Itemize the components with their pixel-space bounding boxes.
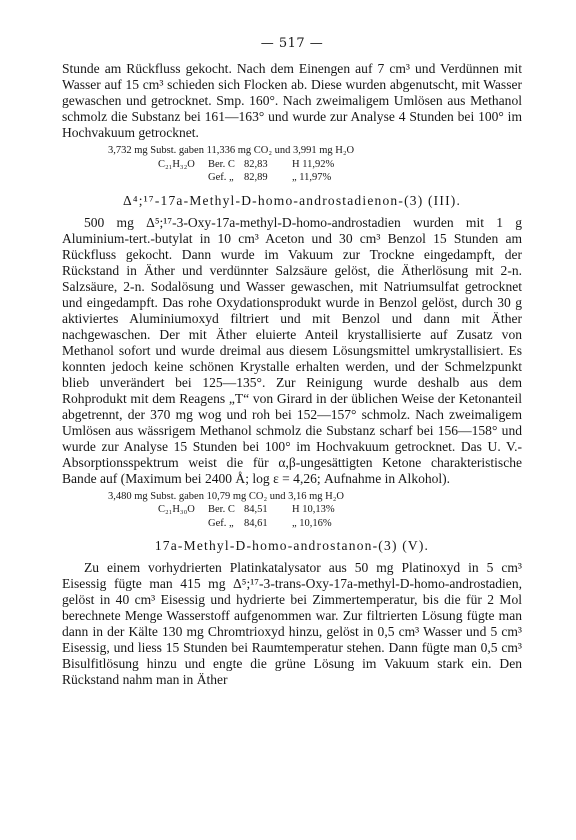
analysis-2-found-row <box>62 517 522 531</box>
analysis-2-formula: C₂₁H₃₀O <box>158 504 195 515</box>
analysis-2-line: 3,480 mg Subst. gaben 10,79 mg CO₂ und 3,16 mg H₂O <box>108 490 344 502</box>
paragraph-2: 500 mg Δ⁵;¹⁷-3-Oxy-17a-methyl-D-homo-androstadien wurden mit 1 g Aluminium-tert.-butylat in 10 cm³ Aceton und 30 cm³ Benzol 15 Stunden am Rückfluss gekocht. Dann wurde im Vakuum zur Trockne eingedampft, der Rückstand in Äther und verdünnter Salzsäure gelöst, die Ätherlösung mit 2-n. Salzsäure, 2-n. Sodalösung und Wasser gewaschen, mit Natriumsulfat getrocknet und eingedampft. Das rohe Oxydationsprodukt wurde in Benzol gelöst, durch 30 g aktiviertes Aluminiumoxyd filtriert und mit Benzol und dann mit Äther nachgewaschen. Der mit Äther eluierte Anteil krystallisierte auf Zusatz von Methanol sofort und wurde dreimal aus diesem Lösungsmittel umkrystallisiert. Es konnten jedoch keine schönen Krystalle erhalten werden, und der Schmelzpunkt blieb unverändert bei 125—135°. Zur Reinigung wurde deshalb aus dem Rohprodukt mit dem Reagens „T“ von Girard in der üblichen Weise der Ketonanteil abgetrennt, der 370 mg wog und roh bei 152—157° schmolz. Nach zweimaligem Umlösen aus wässrigem Methanol schmolz die Substanz scharf bei 156—158° und wurde zur Analyse 15 Stunden bei 100° im Hochvakuum getrocknet. Das U. V.-Absorptionsspektrum weist die für α,β-ungesättigten Ketone charakteristische Bande auf (Maximum bei 2400 Å; log ε = 4,26; Aufnahme in Alkohol). <box>62 214 522 486</box>
analysis-1-found-row <box>62 171 522 185</box>
document-page <box>62 36 522 688</box>
analysis-2-found-c: 84,61 <box>244 517 268 529</box>
analysis-1-calc-row <box>62 158 522 172</box>
section-heading-1: Δ⁴;¹⁷-17a-Methyl-D-homo-androstadienon-(3) (III). <box>122 192 462 208</box>
analysis-1-found-c: 82,89 <box>244 172 268 183</box>
analysis-1-calc-c: 82,83 <box>244 158 268 170</box>
page-number: — 517 — <box>260 36 324 51</box>
analysis-1-found-h: „ 11,97% <box>292 172 332 183</box>
analysis-2-calc-c: 84,51 <box>244 504 268 515</box>
analysis-1-calc-label: Ber. C <box>208 158 235 170</box>
analysis-1-formula: C₂₁H₃₂O <box>158 158 195 170</box>
analysis-2-calc-label: Ber. C <box>208 504 235 515</box>
analysis-1-calc-h: H 11,92% <box>292 158 335 170</box>
paragraph-3: Zu einem vorhydrierten Platinkatalysator aus 50 mg Platinoxyd in 5 cm³ Eisessig fügte man 415 mg Δ⁵;¹⁷-3-trans-Oxy-17a-methyl-D-homo-androstadien, gelöst in 40 cm³ Eisessig und hydrierte bei Zimmertemperatur, bis die für 2 Mol berechnete Menge Wasserstoff aufgenommen war. Zur filtrierten Lösung fügte man dann in der Kälte 130 mg Chromtrioxyd hinzu, gelöst in 0,5 cm³ Wasser und 5 cm³ Eisessig, und liess 15 Stunden bei Raumtemperatur stehen. Dann fügte man 0,5 cm³ Bisulfitlösung hinzu und engte die grüne Lösung im Vakuum stark ein. Den Rückstand nahm man in Äther <box>62 560 522 687</box>
elemental-analysis-1 <box>62 144 522 185</box>
analysis-2-calc-row <box>62 503 522 517</box>
analysis-1-line: 3,732 mg Subst. gaben 11,336 mg CO₂ und 3,991 mg H₂O <box>108 145 355 156</box>
analysis-2-calc-h: H 10,13% <box>292 504 335 515</box>
elemental-analysis-2 <box>62 490 522 531</box>
section-heading-2: 17a-Methyl-D-homo-androstanon-(3) (V). <box>154 538 430 553</box>
analysis-1-found-label: Gef. „ <box>208 172 234 183</box>
analysis-2-found-label: Gef. „ <box>208 517 234 529</box>
analysis-2-found-h: „ 10,16% <box>292 517 332 529</box>
paragraph-1: Stunde am Rückfluss gekocht. Nach dem Einengen auf 7 cm³ und Verdünnen mit Wasser auf 15 cm³ schieden sich Flocken ab. Diese wurden abgenutscht, mit Wasser gewaschen und getrocknet. Smp. 160°. Nach zweimaligem Umlösen aus Methanol schmolz die Substanz bei 161—163° und wurde zur Analyse 4 Stunden bei 100° im Hochvakuum getrocknet. <box>62 61 522 140</box>
